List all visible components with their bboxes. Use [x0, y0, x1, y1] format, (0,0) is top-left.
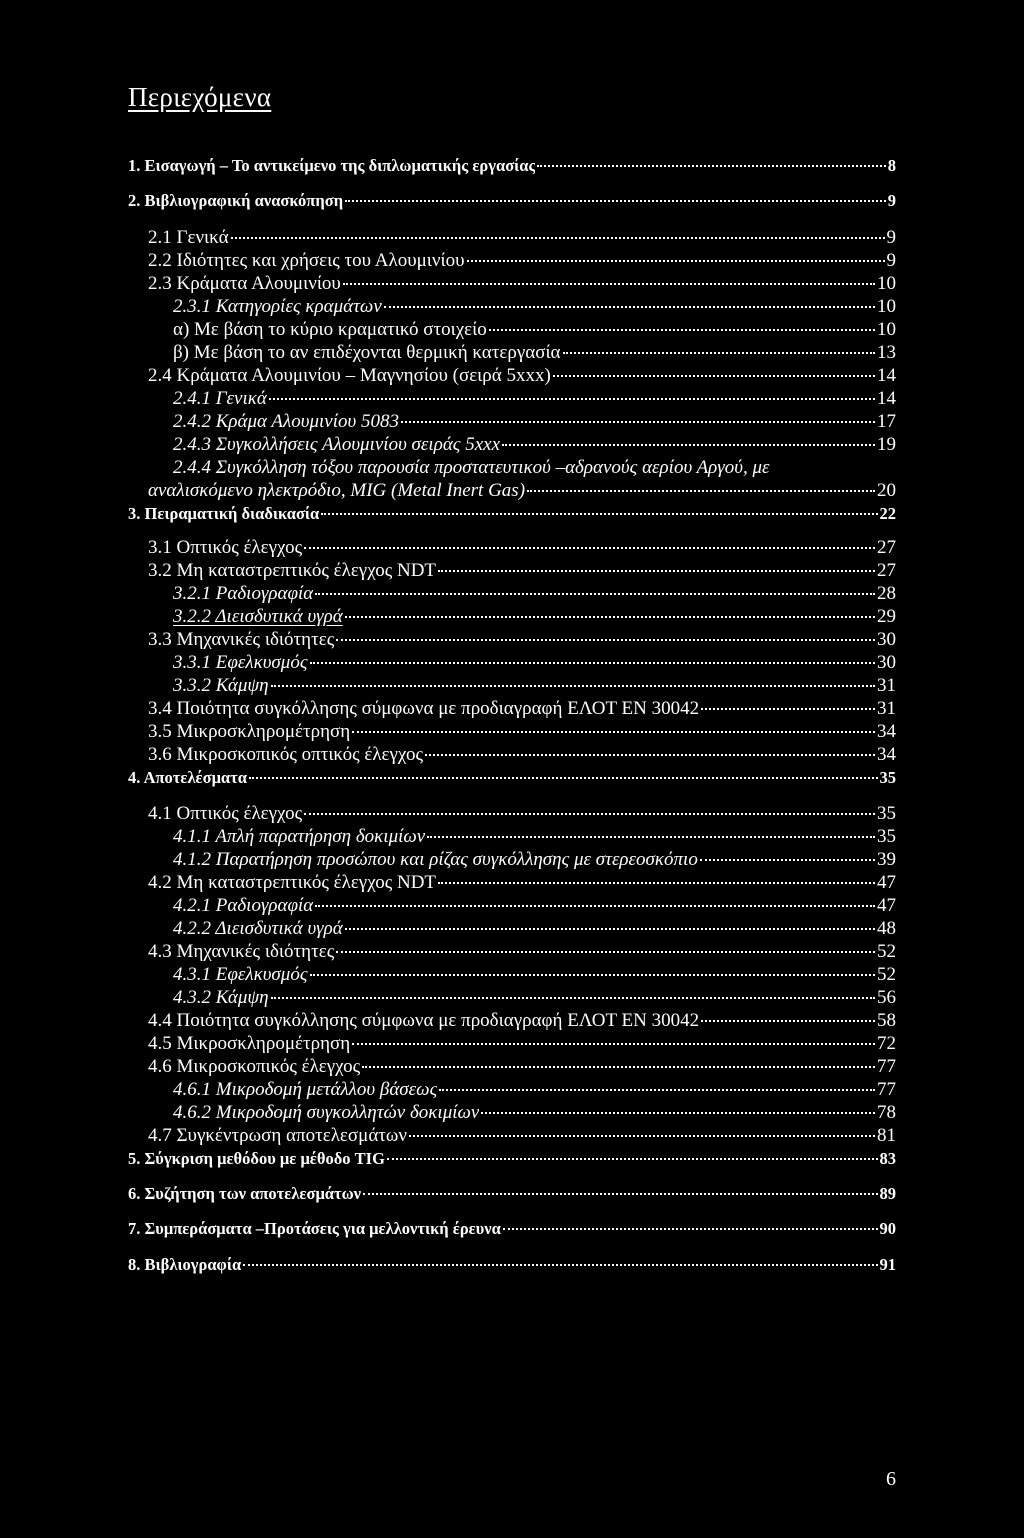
toc-entry-label: 3.2 Μη καταστρεπτικός έλεγχος NDT	[148, 560, 437, 581]
dot-leader	[700, 859, 875, 861]
toc-entry-label: 2.4.3 Συγκολλήσεις Αλουμινίου σειράς 5xxx	[173, 434, 501, 455]
dot-leader	[345, 616, 875, 618]
toc-entry[interactable]	[173, 987, 896, 1009]
dot-leader	[310, 974, 875, 976]
toc-entry-label: 8. Βιβλιογραφία	[128, 1255, 242, 1274]
toc-entry-page: 58	[877, 1010, 896, 1031]
toc-entry[interactable]	[148, 1056, 896, 1078]
toc-entry-page: 20	[877, 480, 896, 501]
toc-entry-label: 4.2 Μη καταστρεπτικός έλεγχος NDT	[148, 872, 437, 893]
toc-entry[interactable]	[148, 537, 896, 559]
toc-entry-page: 91	[879, 1255, 896, 1274]
dot-leader	[315, 593, 875, 595]
toc-entry-label: 3.3.2 Κάμψη	[173, 675, 269, 696]
dot-leader	[537, 165, 885, 167]
toc-entry-label: 4.7 Συγκέντρωση αποτελεσμάτων	[148, 1125, 408, 1146]
dot-leader	[701, 1020, 875, 1022]
toc-entry-page: 72	[877, 1033, 896, 1054]
toc-entry-page: 27	[877, 560, 896, 581]
dot-leader	[363, 1193, 877, 1195]
toc-entry-label: 2.3 Κράματα Αλουμινίου	[148, 273, 341, 294]
toc-entry-page: 30	[877, 629, 896, 650]
toc-entry-label: 2.2 Ιδιότητες και χρήσεις του Αλουμινίου	[148, 250, 465, 271]
toc-entry[interactable]	[173, 826, 896, 848]
toc-entry[interactable]	[148, 941, 896, 963]
toc-entry[interactable]	[148, 1033, 896, 1055]
toc-entry-page: 34	[877, 721, 896, 742]
toc-entry-label: 3.5 Μικροσκληρομέτρηση	[148, 721, 351, 742]
toc-entry[interactable]	[128, 190, 896, 212]
toc-entry[interactable]	[148, 1125, 896, 1147]
toc-entry[interactable]	[128, 767, 896, 789]
toc-entry-label: 4.2.2 Διεισδυτικά υγρά	[173, 918, 343, 939]
toc-entry[interactable]	[173, 388, 896, 410]
toc-entry-label: 2.4.2 Κράμα Αλουμινίου 5083	[173, 411, 399, 432]
toc-entry-page: 52	[877, 941, 896, 962]
toc-entry[interactable]	[173, 1102, 896, 1124]
toc-entry-label: 3.2.2 Διεισδυτικά υγρά	[173, 606, 343, 627]
toc-title: Περιεχόμενα	[128, 82, 272, 112]
toc-entry-page: 39	[877, 849, 896, 870]
toc-entry-page: 89	[879, 1184, 896, 1203]
toc-entry-label: 3.3 Μηχανικές ιδιότητες	[148, 629, 335, 650]
toc-entry-page: 29	[877, 606, 896, 627]
toc-entry-label: 5. Σύγκριση μεθόδου με μέθοδο TIG	[128, 1149, 385, 1168]
toc-entry[interactable]	[173, 583, 896, 605]
dot-leader	[467, 260, 885, 262]
toc-entry[interactable]	[173, 319, 896, 341]
toc-entry[interactable]	[148, 560, 896, 582]
dot-leader	[304, 547, 875, 549]
dot-leader	[249, 777, 878, 779]
toc-entry[interactable]	[173, 411, 896, 433]
dot-leader	[384, 306, 875, 308]
toc-entry-page: 9	[886, 227, 896, 248]
toc-entry-label: 6. Συζήτηση των αποτελεσμάτων	[128, 1184, 362, 1203]
toc-entry-page: 27	[877, 537, 896, 558]
toc-entry-page: 78	[877, 1102, 896, 1123]
toc-entry-label: 2.1 Γενικά	[148, 227, 229, 248]
toc-entry[interactable]	[128, 1183, 896, 1205]
toc-entry[interactable]	[128, 1218, 896, 1240]
toc-entry-label: 1. Εισαγωγή – Το αντικείμενο της διπλωματικής εργασίας	[128, 156, 536, 175]
toc-entry[interactable]	[173, 895, 896, 917]
toc-entry[interactable]	[148, 480, 896, 502]
toc-entry-page: 47	[877, 872, 896, 893]
dot-leader	[563, 352, 875, 354]
toc-entry-page: 14	[877, 365, 896, 386]
toc-entry-label: 2. Βιβλιογραφική ανασκόπηση	[128, 191, 344, 210]
toc-entry[interactable]	[148, 227, 896, 249]
dot-leader	[387, 1158, 878, 1160]
toc-entry[interactable]	[148, 744, 896, 766]
dot-leader	[352, 731, 875, 733]
toc-entry-page: 35	[879, 768, 896, 787]
toc-entry-label: 3.3.1 Εφελκυσμός	[173, 652, 308, 673]
toc-entry[interactable]	[148, 273, 896, 295]
dot-leader	[425, 754, 875, 756]
dot-leader	[438, 882, 875, 884]
toc-entry-page: 52	[877, 964, 896, 985]
toc-entry-label: 4.2.1 Ραδιογραφία	[173, 895, 314, 916]
toc-entry[interactable]	[128, 1254, 896, 1276]
toc-entry-label: 3.6 Μικροσκοπικός οπτικός έλεγχος	[148, 744, 423, 765]
toc-entry[interactable]	[173, 1079, 896, 1101]
dot-leader	[553, 375, 875, 377]
toc-entry[interactable]	[173, 606, 896, 628]
dot-leader	[243, 1264, 877, 1266]
toc-entry-label: 3.1 Οπτικός έλεγχος	[148, 537, 303, 558]
toc-entry[interactable]	[148, 250, 896, 272]
toc-entry-page: 77	[877, 1079, 896, 1100]
toc-entry-wrap-line[interactable]: 2.4.4 Συγκόλληση τόξου παρουσία προστατευτικού –αδρανούς αερίου Αργού, με	[173, 457, 770, 478]
toc-entry-page: 48	[877, 918, 896, 939]
dot-leader	[271, 685, 875, 687]
toc-entry-page: 19	[877, 434, 896, 455]
toc-entry-label: 4.6.1 Μικροδομή μετάλλου βάσεως	[173, 1079, 438, 1100]
toc-entry-page: 28	[877, 583, 896, 604]
dot-leader	[304, 813, 875, 815]
toc-entry-page: 9	[886, 250, 896, 271]
toc-entry-page: 22	[879, 504, 896, 523]
toc-entry-label: 4.6 Μικροσκοπικός έλεγχος	[148, 1056, 361, 1077]
toc-entry-page: 35	[877, 826, 896, 847]
dot-leader	[269, 398, 875, 400]
toc-entry-page: 10	[877, 319, 896, 340]
dot-leader	[231, 237, 885, 239]
dot-leader	[352, 1043, 875, 1045]
toc-entry-page: 90	[879, 1219, 896, 1238]
toc-entry-label: 4.6.2 Μικροδομή συγκολλητών δοκιμίων	[173, 1102, 480, 1123]
dot-leader	[315, 905, 875, 907]
dot-leader	[489, 329, 875, 331]
dot-leader	[409, 1135, 875, 1137]
toc-entry-page: 17	[877, 411, 896, 432]
toc-entry-label: 2.3.1 Κατηγορίες κραμάτων	[173, 296, 382, 317]
toc-entry[interactable]	[173, 652, 896, 674]
dot-leader	[503, 1228, 878, 1230]
toc-entry[interactable]	[148, 629, 896, 651]
dot-leader	[502, 444, 875, 446]
toc-entry[interactable]	[173, 964, 896, 986]
dot-leader	[336, 951, 875, 953]
toc-entry-page: 56	[877, 987, 896, 1008]
toc-entry[interactable]	[173, 296, 896, 318]
dot-leader	[321, 513, 877, 515]
toc-entry-page: 8	[887, 156, 896, 175]
toc-entry-label: αναλισκόμενο ηλεκτρόδιο, MIG (Metal Inert Gas)	[148, 480, 526, 501]
toc-entry[interactable]	[148, 1010, 896, 1032]
toc-entry-page: 14	[877, 388, 896, 409]
toc-entry-label: 4.5 Μικροσκληρομέτρηση	[148, 1033, 351, 1054]
dot-leader	[345, 928, 875, 930]
toc-entry[interactable]	[128, 503, 896, 525]
toc-entry-label: β) Με βάση το αν επιδέχονται θερμική κατεργασία	[173, 342, 561, 363]
dot-leader	[271, 997, 875, 999]
toc-entry-page: 31	[877, 698, 896, 719]
toc-entry-label: 3.4 Ποιότητα συγκόλλησης σύμφωνα με προδιαγραφή ΕΛΟΤ EN 30042	[148, 698, 700, 719]
dot-leader	[310, 662, 875, 664]
toc-entry-label: 3. Πειραματική διαδικασία	[128, 504, 320, 523]
dot-leader	[438, 570, 875, 572]
toc-entry-label: 4.4 Ποιότητα συγκόλλησης σύμφωνα με προδιαγραφή ΕΛΟΤ EN 30042	[148, 1010, 700, 1031]
toc-entry[interactable]	[128, 155, 896, 177]
toc-entry-label: 2.4 Κράματα Αλουμινίου – Μαγνησίου (σειρά 5xxx)	[148, 365, 551, 386]
toc-entry-label: 4.1.2 Παρατήρηση προσώπου και ρίζας συγκόλλησης με στερεοσκόπιο	[173, 849, 698, 870]
toc-entry-label: 4.3.1 Εφελκυσμός	[173, 964, 308, 985]
dot-leader	[527, 490, 875, 492]
toc-entry-page: 34	[877, 744, 896, 765]
toc-entry-label: 4.3.2 Κάμψη	[173, 987, 269, 1008]
toc-entry-label: 7. Συμπεράσματα –Προτάσεις για μελλοντική έρευνα	[128, 1219, 501, 1238]
toc-entry-label: 4.1 Οπτικός έλεγχος	[148, 803, 303, 824]
toc-entry-page: 31	[877, 675, 896, 696]
toc-entry[interactable]	[148, 365, 896, 387]
dot-leader	[701, 708, 875, 710]
toc-entry[interactable]	[173, 434, 896, 456]
toc-entry-label: 4. Αποτελέσματα	[128, 768, 247, 787]
dot-leader	[481, 1112, 875, 1114]
toc-entry-page: 81	[877, 1125, 896, 1146]
toc-entry-label: 3.2.1 Ραδιογραφία	[173, 583, 314, 604]
toc-entry[interactable]	[148, 721, 896, 743]
dot-leader	[439, 1089, 875, 1091]
dot-leader	[345, 200, 886, 202]
toc-entry[interactable]	[173, 675, 896, 697]
dot-leader	[343, 283, 875, 285]
toc-entry-page: 77	[877, 1056, 896, 1077]
toc-entry-label: 4.3 Μηχανικές ιδιότητες	[148, 941, 335, 962]
toc-entry[interactable]	[148, 872, 896, 894]
toc-entry-page: 83	[879, 1149, 896, 1168]
toc-entry[interactable]	[128, 1148, 896, 1170]
toc-entry[interactable]	[148, 698, 896, 720]
toc-entry-label: 4.1.1 Απλή παρατήρηση δοκιμίων	[173, 826, 426, 847]
toc-entry-label: α) Με βάση το κύριο κραματικό στοιχείο	[173, 319, 487, 340]
toc-entry-page: 10	[877, 273, 896, 294]
toc-entry-label: 2.4.1 Γενικά	[173, 388, 267, 409]
toc-entry-page: 35	[877, 803, 896, 824]
dot-leader	[427, 836, 875, 838]
toc-entry-page: 30	[877, 652, 896, 673]
dot-leader	[401, 421, 875, 423]
toc-entry-page: 9	[887, 191, 896, 210]
toc-entry-page: 10	[877, 296, 896, 317]
toc-entry-page: 47	[877, 895, 896, 916]
page-number: 6	[886, 1468, 896, 1490]
toc-entry[interactable]	[173, 918, 896, 940]
toc-entry[interactable]	[173, 342, 896, 364]
toc-entry-page: 13	[877, 342, 896, 363]
toc-entry[interactable]	[148, 803, 896, 825]
dot-leader	[336, 639, 875, 641]
toc-entry[interactable]	[173, 849, 896, 871]
dot-leader	[362, 1066, 875, 1068]
